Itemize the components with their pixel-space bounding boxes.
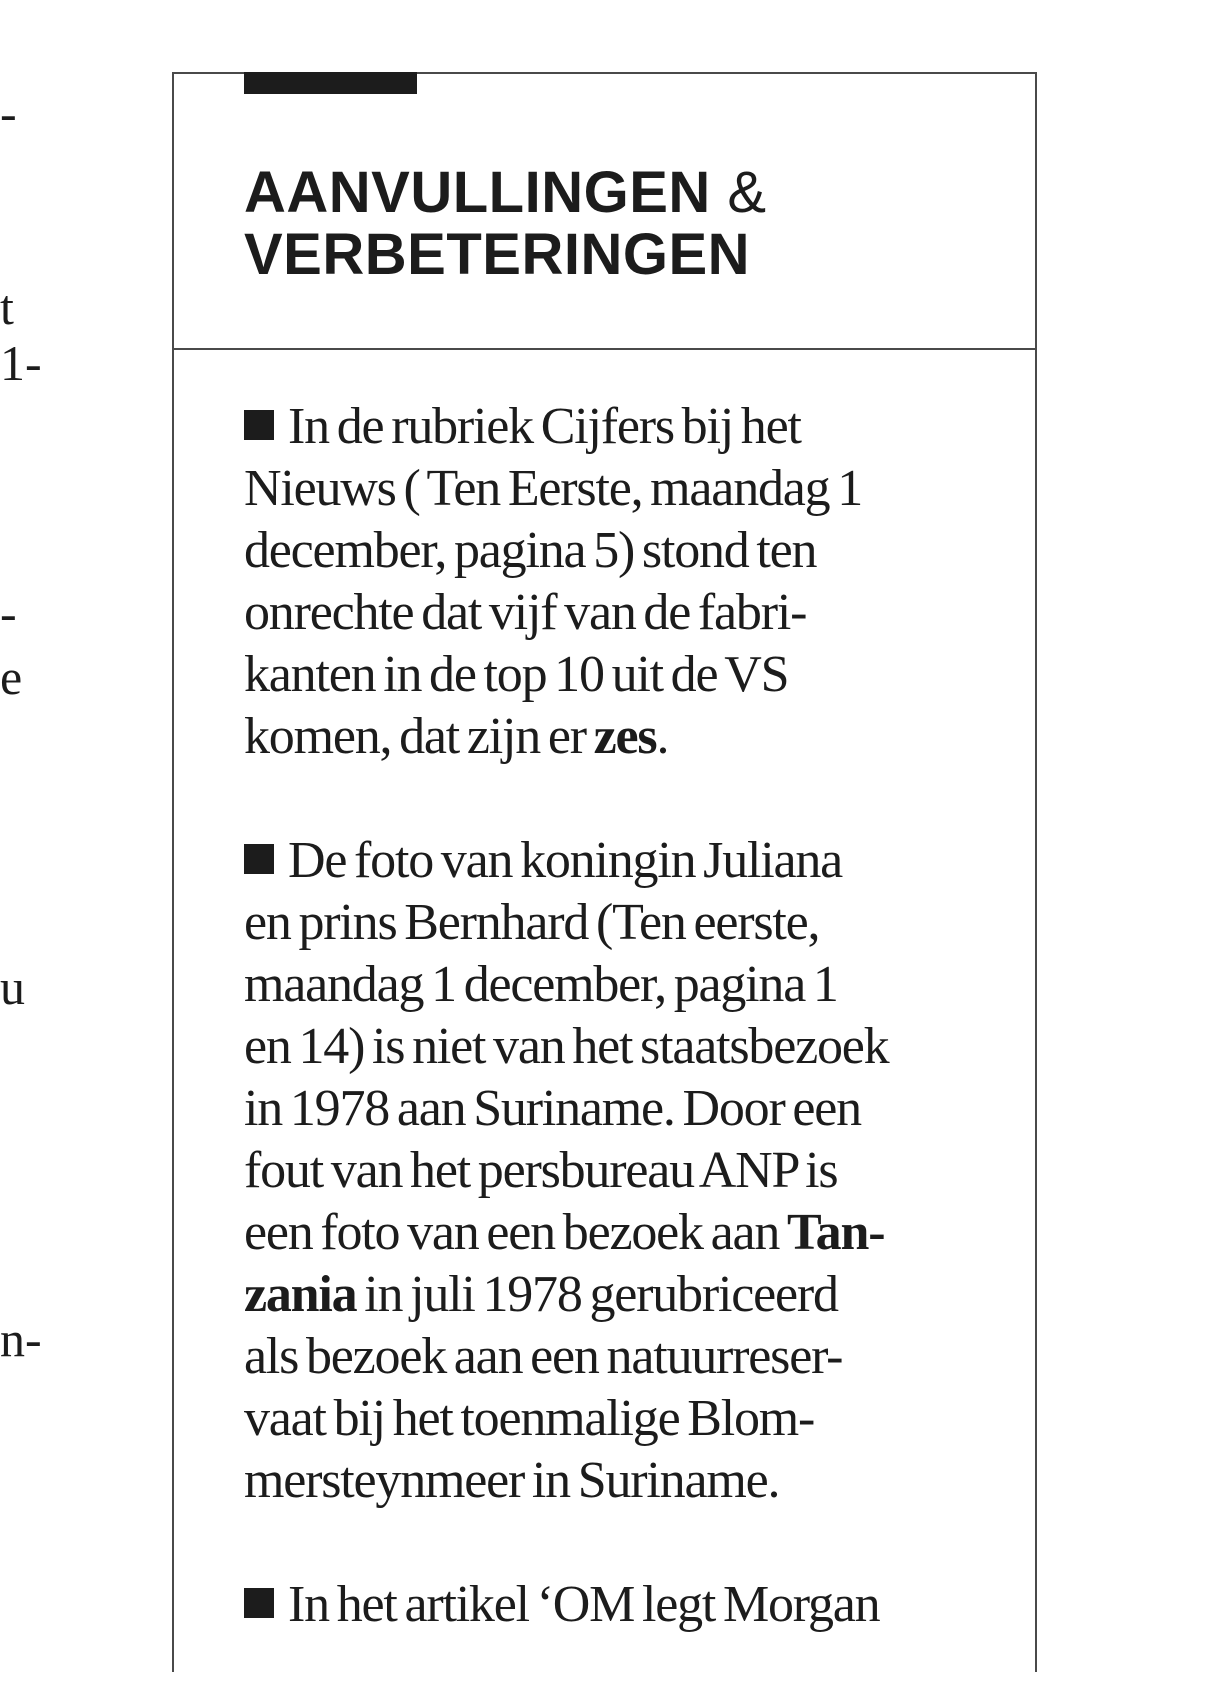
fragment-text: t xyxy=(0,279,14,335)
fragment-text: - xyxy=(0,85,17,141)
box-title xyxy=(244,162,767,286)
item-line: december, pagina 5) stond ten xyxy=(244,522,817,579)
item-line: fout van het persbureau ANP is xyxy=(244,1142,838,1199)
item-line: maandag 1 december, pagina 1 xyxy=(244,956,838,1013)
item-line: en prins Bernhard (Ten eerste, xyxy=(244,894,820,951)
item-line: vaat bij het toenmalige Blom- xyxy=(244,1390,815,1447)
corrections-list xyxy=(244,396,1004,1698)
box-header xyxy=(174,74,1035,350)
item-line: In het artikel ‘OM legt Morgan xyxy=(244,1574,1004,1636)
item-line: en 14) is niet van het staatsbezoek xyxy=(244,1018,889,1075)
item-line: In de rubriek Cijfers bij het xyxy=(244,396,1004,458)
title-word-1: AANVULLINGEN xyxy=(244,160,711,225)
square-bullet-icon xyxy=(244,844,274,874)
title-ampersand: & xyxy=(727,160,767,225)
item-line: onrechte dat vijf van de fabri- xyxy=(244,584,807,641)
correction-item xyxy=(244,396,1004,768)
adjacent-column-fragments xyxy=(0,0,40,1639)
fragment-text: - xyxy=(0,585,17,641)
fragment-text: n- xyxy=(0,1311,42,1367)
item-line: als bezoek aan een natuurreser- xyxy=(244,1328,843,1385)
fragment-text: 1- xyxy=(0,335,42,391)
fragment-text: e xyxy=(0,649,23,705)
item-line: zania in juli 1978 gerubriceerd xyxy=(244,1266,838,1323)
title-word-2: VERBETERINGEN xyxy=(244,222,751,287)
emphasis: Tan- xyxy=(786,1204,885,1261)
item-line: een foto van een bezoek aan Tan- xyxy=(244,1204,885,1261)
fragment-text: u xyxy=(0,959,25,1015)
item-line: kanten in de top 10 uit de VS xyxy=(244,646,789,703)
item-line: Nieuws ( Ten Eerste, maandag 1 xyxy=(244,460,863,517)
emphasis: zania xyxy=(244,1266,357,1323)
item-line: De foto van koningin Juliana xyxy=(244,830,1004,892)
item-line: in 1978 aan Suriname. Door een xyxy=(244,1080,861,1137)
emphasis: zes xyxy=(593,708,657,765)
item-line: komen, dat zijn er zes. xyxy=(244,708,669,765)
item-line: mersteynmeer in Suriname. xyxy=(244,1452,780,1509)
correction-item xyxy=(244,1574,1004,1636)
square-bullet-icon xyxy=(244,410,274,440)
corrections-box xyxy=(172,72,1037,1672)
correction-item xyxy=(244,830,1004,1512)
square-bullet-icon xyxy=(244,1588,274,1618)
